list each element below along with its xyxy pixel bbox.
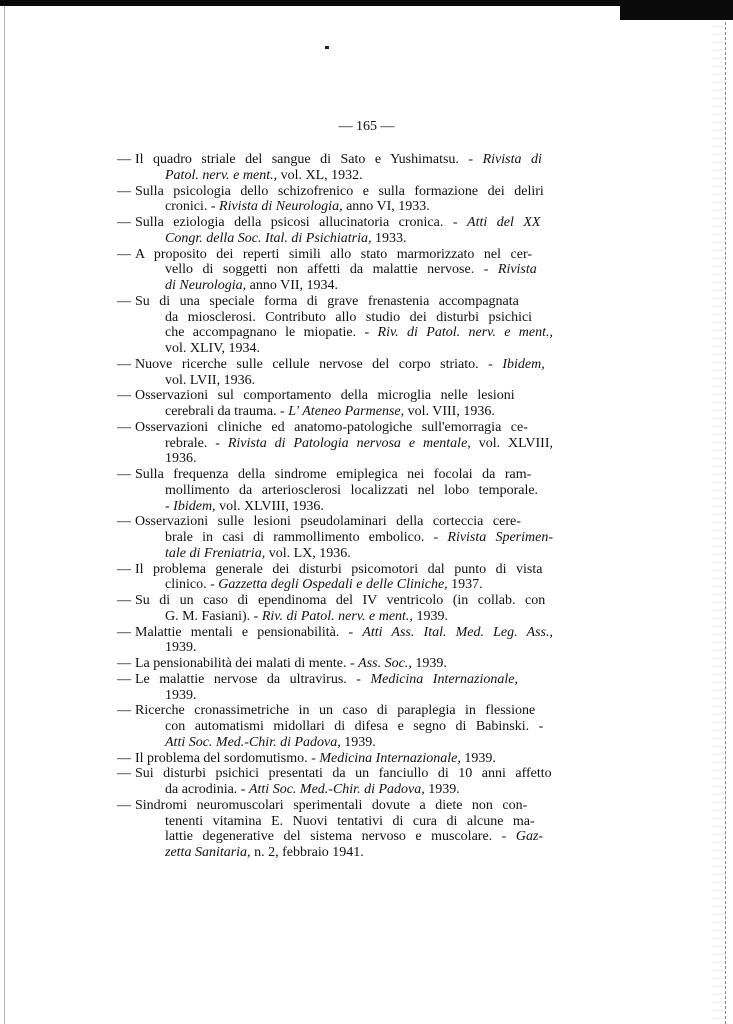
entry-text: 1939. <box>340 734 376 750</box>
entry-line <box>165 325 553 340</box>
entry-text: cerebrali da trauma. - <box>165 404 289 419</box>
entry-line <box>165 483 538 498</box>
entry-dash: — <box>117 797 131 813</box>
entry-line <box>165 782 460 797</box>
entry-line <box>165 436 553 451</box>
entry-dash: — <box>117 750 131 766</box>
entry-text: anno VI, 1933. <box>342 199 430 215</box>
entry-text: vol. XLVIII, 1936. <box>215 498 324 514</box>
entry-line <box>165 231 407 246</box>
entry-dash: — <box>117 467 131 482</box>
entry-dash: — <box>117 593 131 608</box>
entry-dash: — <box>117 215 131 230</box>
citation-source: Rivista di <box>482 152 542 167</box>
citation-source: Gaz- <box>515 829 544 845</box>
page-right-edge <box>725 22 728 1024</box>
entry-text: Sui disturbi psichici presentati da un fanciullo di 10 anni affetto <box>135 766 552 782</box>
entry-line <box>135 184 544 199</box>
entry-text: vol. VIII, 1936. <box>404 404 495 419</box>
entry-line <box>135 798 527 813</box>
entry-text: brale in casi di rammollimento embolico. - <box>165 530 448 545</box>
entry-text: Osservazioni sul comportamento della microglia nelle lesioni <box>135 388 515 404</box>
entry-text: 1939. <box>460 750 496 766</box>
entry-line <box>135 152 542 167</box>
entry-line <box>165 735 376 750</box>
entry-text: vol. LVII, 1936. <box>165 372 256 388</box>
entry-line <box>165 262 537 277</box>
entry-line <box>135 672 518 687</box>
entry-dash: — <box>117 246 131 262</box>
entry-text: da miosclerosi. Contributo allo studio dei disturbi psichici <box>165 309 533 325</box>
entry-text: La pensionabilità dei malati di mente. - <box>135 656 359 671</box>
entry-text: vello di soggetti non affetti da malattie nervose. - <box>165 262 498 278</box>
entry-line <box>135 562 542 577</box>
entry-text: Su di un caso di ependinoma del IV ventricolo (in collab. con <box>135 593 546 608</box>
citation-source: Rivista di Patologia nervosa e mentale, <box>227 435 471 451</box>
entry-dash: — <box>117 514 131 530</box>
citation-source: Ibidem, <box>502 356 545 372</box>
entry-line <box>135 593 545 608</box>
entry-text: lattie degenerative del sistema nervoso e muscolare. - <box>165 829 516 845</box>
entry-line <box>165 577 483 592</box>
citation-source: Riv. di Patol. nerv. e ment., <box>261 608 413 624</box>
entry-text: 1939. <box>412 608 448 624</box>
citation-source: Riv. di Patol. nerv. e ment., <box>377 325 553 341</box>
entry-text: Sulla eziologia della psicosi allucinatoria cronica. - <box>135 215 468 230</box>
entry-line <box>135 751 496 766</box>
entry-text: 1939. <box>165 640 197 656</box>
entry-line <box>165 609 448 624</box>
entry-text: vol. XLVIII, <box>470 435 553 451</box>
entry-text: Osservazioni sulle lesioni pseudolaminari della corteccia cere- <box>135 514 521 530</box>
entry-text: Sulla psicologia dello schizofrenico e sulla formazione dei deliri <box>135 183 544 199</box>
entry-text: Sulla frequenza della sindrome emiplegica nei focolai da ram- <box>135 467 532 482</box>
citation-source: Gazzetta degli Ospedali e delle Cliniche, <box>218 577 448 593</box>
entry-dash: — <box>117 766 131 782</box>
entry-text: 1937. <box>447 577 483 593</box>
entry-text: 1936. <box>165 451 197 467</box>
entry-line <box>165 688 197 703</box>
entry-text: vol. XLIV, 1934. <box>165 341 261 356</box>
entry-line <box>165 845 364 860</box>
entry-line <box>135 388 515 403</box>
citation-source: di Neurologia, <box>165 278 247 293</box>
entry-line <box>165 199 430 214</box>
entry-text: 1939. <box>424 782 460 797</box>
entry-dash: — <box>117 624 131 640</box>
scan-top-corner <box>620 0 733 20</box>
page-right-edge-noise <box>712 20 725 1024</box>
entry-text: Su di una speciale forma di grave frenastenia accompagnata <box>135 293 519 309</box>
entry-line <box>135 247 532 262</box>
entry-line <box>165 168 363 183</box>
entry-dash: — <box>117 656 131 671</box>
entry-dash: — <box>117 293 131 309</box>
ink-speck <box>325 46 329 49</box>
entry-text: - <box>165 498 174 514</box>
entry-line <box>135 514 521 529</box>
entry-line <box>135 420 528 435</box>
citation-source: Medicina Internazionale, <box>370 671 518 687</box>
entry-text: clinico. - <box>165 577 219 593</box>
entry-line <box>165 278 338 293</box>
entry-text: Il problema del sordomutismo. - <box>135 750 320 766</box>
citation-source: Ibidem, <box>173 498 216 514</box>
citation-source: Atti Soc. Med.-Chir. di Padova, <box>165 734 341 750</box>
entry-line <box>165 829 543 844</box>
entry-text: Malattie mentali e pensionabilità. - <box>135 624 363 640</box>
entry-dash: — <box>117 703 131 719</box>
entry-dash: — <box>117 388 131 404</box>
citation-source: Rivista di Neurologia, <box>219 199 343 215</box>
citation-source: Atti Ass. Ital. Med. Leg. Ass., <box>362 624 553 640</box>
entry-line <box>135 656 447 671</box>
citation-source: Rivista Sperimen- <box>447 530 553 545</box>
entry-dash: — <box>117 183 131 199</box>
citation-source: L' Ateneo Parmense, <box>288 404 405 419</box>
entry-line <box>165 341 260 356</box>
entry-text: tenenti vitamina E. Nuovi tentativi di cura di alcune ma- <box>165 813 535 829</box>
entry-text: mollimento da arteriosclerosi localizzati nel lobo temporale. <box>165 482 539 498</box>
entry-dash: — <box>117 671 131 687</box>
entry-dash: — <box>117 152 131 167</box>
entry-text: vol. LX, 1936. <box>265 545 351 561</box>
entry-text: Il quadro striale del sangue di Sato e Yushimatsu. - <box>135 152 483 167</box>
entry-text: Nuove ricerche sulle cellule nervose del corpo striato. - <box>135 356 503 372</box>
entry-line <box>165 719 543 734</box>
entry-text: con automatismi midollari di difesa e segno di Babinski. - <box>165 719 544 734</box>
entry-text: Il problema generale dei disturbi psicomotori dal punto di vista <box>135 561 543 577</box>
entry-text: da acrodinia. - <box>165 782 249 797</box>
citation-source: Ass. Soc., <box>358 656 412 671</box>
entry-text: Ricerche cronassimetriche in un caso di paraplegia in flessione <box>135 703 536 719</box>
entry-text: G. M. Fasiani). - <box>165 608 262 624</box>
entry-line <box>165 404 495 419</box>
page-left-edge <box>4 6 5 1024</box>
entry-text: cronici. - <box>165 199 220 215</box>
entry-text: anno VII, 1934. <box>246 278 339 293</box>
entry-dash: — <box>117 356 131 372</box>
entry-text: Le malattie nervose da ultravirus. - <box>135 671 371 687</box>
entry-line <box>135 703 535 718</box>
entry-line <box>135 215 540 230</box>
entry-text: n. 2, febbraio 1941. <box>250 845 364 860</box>
entry-text: A proposito dei reperti simili allo stato marmorizzato nel cer- <box>135 246 533 262</box>
citation-source: Patol. nerv. e ment., <box>165 167 278 183</box>
entry-line <box>165 814 535 829</box>
entry-line <box>165 640 197 655</box>
entry-text: vol. XL, 1932. <box>277 167 363 183</box>
page-number: — 165 — <box>338 119 395 134</box>
entry-text: 1933. <box>371 230 407 246</box>
entry-line <box>165 310 532 325</box>
entry-line <box>135 625 553 640</box>
entry-line <box>135 294 519 309</box>
citation-source: Medicina Internazionale, <box>319 750 461 766</box>
entry-text: 1939. <box>165 687 197 703</box>
entry-text: che accompagnano le miopatie. - <box>165 325 378 341</box>
entry-line <box>165 373 255 388</box>
entry-line <box>135 766 552 781</box>
entry-text: 1939. <box>411 656 447 671</box>
citation-source: Atti Soc. Med.-Chir. di Padova, <box>248 782 425 797</box>
entry-text: rebrale. - <box>165 435 228 451</box>
citation-source: Atti del XX <box>467 215 541 230</box>
entry-line <box>165 451 197 466</box>
citation-source: zetta Sanitaria, <box>165 845 251 860</box>
entry-line <box>165 499 324 514</box>
citation-source: Congr. della Soc. Ital. di Psichiatria, <box>165 230 372 246</box>
entry-text: Osservazioni cliniche ed anatomo-patologiche sull'emorragia ce- <box>135 419 528 435</box>
entry-dash: — <box>117 561 131 577</box>
citation-source: Rivista <box>497 262 537 278</box>
entry-dash: — <box>117 419 131 435</box>
entry-line <box>135 467 531 482</box>
citation-source: tale di Freniatria, <box>165 545 266 561</box>
entry-line <box>165 530 553 545</box>
entry-line <box>165 546 351 561</box>
entry-line <box>135 357 545 372</box>
entry-text: Sindromi neuromuscolari sperimentali dovute a diete non con- <box>135 797 528 813</box>
